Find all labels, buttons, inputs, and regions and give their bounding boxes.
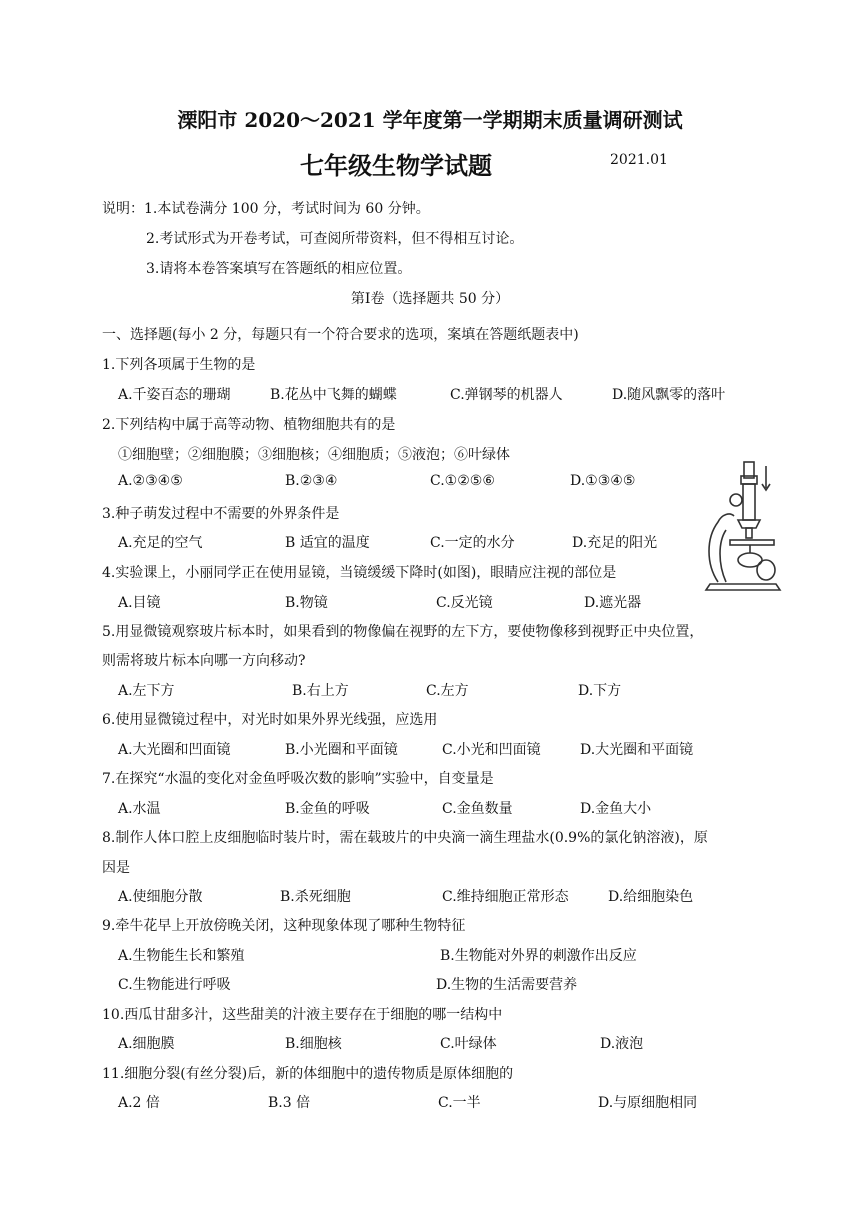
question-6-option-a: A.大光圈和凹面镜 [118, 742, 231, 758]
question-5-option-b: B.右上方 [292, 683, 349, 699]
question-3-option-b: B 适宜的温度 [285, 535, 370, 551]
exam-title: 溧阳市 2020～2021 学年度第一学期期末质量调研测试 [177, 108, 683, 132]
question-7-option-d: D.金鱼大小 [580, 801, 652, 817]
question-10-option-b: B.细胞核 [285, 1036, 342, 1052]
question-5-option-d: D.下方 [578, 683, 622, 699]
question-4-option-d: D.遮光器 [584, 595, 642, 611]
question-9-option-a: A.生物能生长和繁殖 [118, 948, 245, 964]
question-10-option-a: A.细胞膜 [118, 1036, 175, 1052]
question-3-option-c: C.一定的水分 [430, 535, 515, 551]
question-1-option-b: B.花丛中飞舞的蝴蝶 [270, 387, 397, 403]
question-5-stem: 5.用显微镜观察玻片标本时，如果看到的物像偏在视野的左下方，要使物像移到视野正中央位置， [102, 624, 704, 640]
question-8-stem: 8.制作人体口腔上皮细胞临时装片时，需在载玻片的中央滴一滴生理盐水(0.9%的氯化钠溶液)，原 [102, 830, 708, 846]
question-2-option-a: A.②③④⑤ [118, 473, 183, 489]
question-10-stem: 10.西瓜甘甜多汁，这些甜美的汁液主要存在于细胞的哪一结构中 [102, 1007, 503, 1023]
question-4-option-b: B.物镜 [285, 595, 328, 611]
question-2-option-c: C.①②⑤⑥ [430, 473, 495, 489]
question-8-option-c: C.维持细胞正常形态 [442, 889, 569, 905]
question-10-option-c: C.叶绿体 [440, 1036, 497, 1052]
question-9-option-c: C.生物能进行呼吸 [118, 977, 231, 993]
question-2-stem: 2.下列结构中属于高等动物、植物细胞共有的是 [102, 417, 396, 433]
question-3-option-d: D.充足的阳光 [572, 535, 658, 551]
question-9-option-b: B.生物能对外界的刺激作出反应 [440, 948, 637, 964]
question-9-option-d: D.生物的生活需要营养 [436, 977, 578, 993]
question-5-option-a: A.左下方 [118, 683, 175, 699]
question-3-option-a: A.充足的空气 [118, 535, 203, 551]
question-11-option-a: A.2 倍 [118, 1095, 160, 1111]
question-1-option-c: C.弹钢琴的机器人 [450, 387, 563, 403]
question-11-option-c: C.一半 [438, 1095, 481, 1111]
question-8-stem-cont: 因是 [102, 860, 130, 876]
question-2-items: ①细胞壁；②细胞膜；③细胞核；④细胞质；⑤液泡；⑥叶绿体 [118, 447, 510, 463]
question-7-option-c: C.金鱼数量 [442, 801, 513, 817]
question-4-option-c: C.反光镜 [436, 595, 493, 611]
exam-date: 2021.01 [610, 152, 668, 168]
question-4-stem: 4.实验课上，小丽同学正在使用显镜，当镜缓缓下降时(如图)，眼睛应注视的部位是 [102, 565, 617, 581]
question-1-stem: 1.下列各项属于生物的是 [102, 357, 256, 373]
question-1-option-a: A.千姿百态的珊瑚 [118, 387, 231, 403]
question-7-stem: 7.在探究“水温的变化对金鱼呼吸次数的影响”实验中，自变量是 [102, 771, 494, 787]
note-2: 2.考试形式为开卷考试，可查阅所带资料，但不得相互讨论。 [146, 231, 524, 247]
question-11-option-d: D.与原细胞相同 [598, 1095, 698, 1111]
question-11-stem: 11.细胞分裂(有丝分裂)后，新的体细胞中的遗传物质是原体细胞的 [102, 1066, 514, 1082]
microscope-illustration [700, 452, 790, 594]
question-4-option-a: A.目镜 [118, 595, 161, 611]
exam-subtitle: 七年级生物学试题 [300, 151, 492, 180]
question-6-option-c: C.小光和凹面镜 [442, 742, 541, 758]
question-7-option-b: B.金鱼的呼吸 [285, 801, 370, 817]
question-10-option-d: D.液泡 [600, 1036, 644, 1052]
question-6-option-d: D.大光圈和平面镜 [580, 742, 694, 758]
question-6-option-b: B.小光圈和平面镜 [285, 742, 398, 758]
question-2-option-d: D.①③④⑤ [570, 473, 636, 489]
question-3-stem: 3.种子萌发过程中不需要的外界条件是 [102, 506, 340, 522]
question-7-option-a: A.水温 [118, 801, 161, 817]
question-2-option-b: B.②③④ [285, 473, 338, 489]
question-11-option-b: B.3 倍 [268, 1095, 311, 1111]
note-1: 说明：1.本试卷满分 100 分，考试时间为 60 分钟。 [102, 201, 430, 217]
question-5-option-c: C.左方 [426, 683, 469, 699]
question-8-option-b: B.杀死细胞 [280, 889, 351, 905]
question-9-stem: 9.牵牛花早上开放傍晚关闭，这种现象体现了哪种生物特征 [102, 918, 466, 934]
question-1-option-d: D.随风飘零的落叶 [612, 387, 726, 403]
question-8-option-d: D.给细胞染色 [608, 889, 694, 905]
question-6-stem: 6.使用显微镜过程中，对光时如果外界光线强，应选用 [102, 712, 438, 728]
instruction: 一、选择题(每小 2 分，每题只有一个符合要求的选项，案填在答题纸题表中) [102, 327, 579, 343]
question-5-stem-cont: 则需将玻片标本向哪一方向移动? [102, 653, 306, 669]
section-title: 第Ⅰ卷（选择题共 50 分） [350, 291, 510, 307]
note-3: 3.请将本卷答案填写在答题纸的相应位置。 [146, 261, 412, 277]
question-8-option-a: A.使细胞分散 [118, 889, 203, 905]
